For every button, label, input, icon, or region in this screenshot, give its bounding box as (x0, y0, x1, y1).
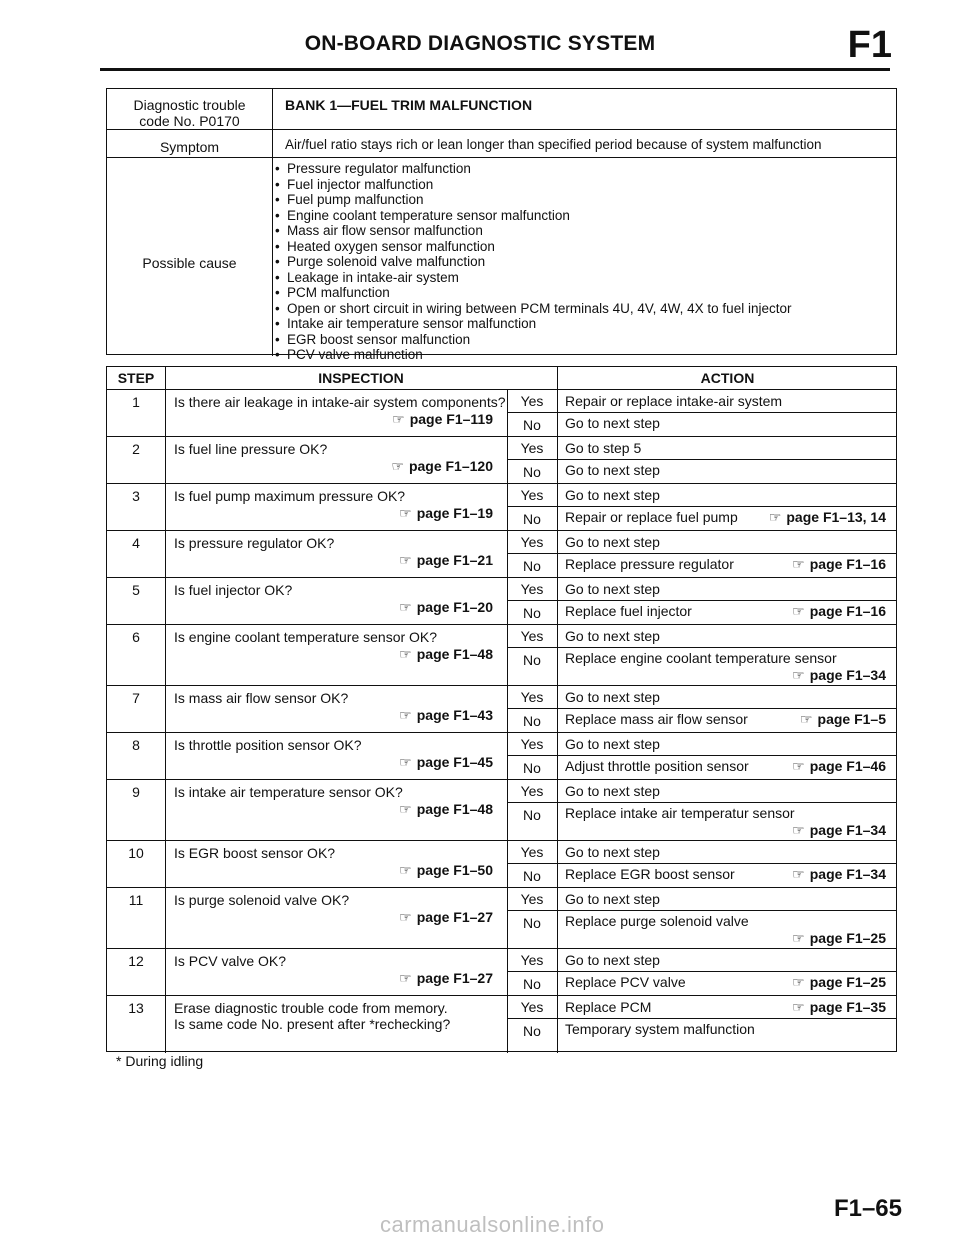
possible-cause-item: • Fuel pump malfunction (275, 192, 791, 208)
page-reference: ☞ page F1–120 (391, 458, 493, 474)
yes-label: Yes (520, 689, 544, 705)
possible-cause-item: • Purge solenoid valve malfunction (275, 254, 791, 270)
divider (107, 840, 896, 841)
page-reference: ☞ page F1–16 (792, 556, 886, 572)
header-step: STEP (117, 370, 155, 386)
step-number: 8 (132, 737, 140, 753)
yes-action: Go to next step (565, 952, 660, 968)
divider (107, 129, 896, 130)
divider (507, 553, 896, 554)
step-question: Is mass air flow sensor OK? (174, 690, 349, 706)
step-question: Is throttle position sensor OK? (174, 737, 362, 753)
step-question: Is there air leakage in intake-air system components? (174, 394, 506, 410)
page-number: F1–65 (833, 1195, 902, 1222)
no-action: Repair or replace fuel pump (565, 509, 738, 525)
divider (107, 685, 896, 686)
no-label: No (523, 652, 541, 668)
divider (107, 624, 896, 625)
divider (107, 577, 896, 578)
divider (507, 708, 896, 709)
page-reference: ☞ page F1–48 (399, 646, 493, 662)
divider (107, 157, 896, 158)
header-inspection: INSPECTION (318, 370, 404, 386)
page-reference: ☞ page F1–16 (792, 603, 886, 619)
step-question: Is pressure regulator OK? (174, 535, 335, 551)
step-question: Is purge solenoid valve OK? (174, 892, 350, 908)
page-reference: ☞ page F1–34 (792, 667, 886, 683)
step-number: 11 (128, 892, 144, 908)
no-action: Replace fuel injector (565, 603, 692, 619)
yes-label: Yes (520, 736, 544, 752)
no-action: Replace engine coolant temperature sensor (565, 650, 837, 666)
possible-cause-label: Possible cause (142, 255, 237, 271)
divider (507, 459, 896, 460)
no-action: Temporary system malfunction (565, 1021, 755, 1037)
yes-label: Yes (520, 783, 544, 799)
divider (507, 1018, 896, 1019)
no-action: Replace EGR boost sensor (565, 866, 735, 882)
step-number: 5 (132, 582, 140, 598)
page-reference: ☞ page F1–46 (792, 758, 886, 774)
yes-label: Yes (520, 999, 544, 1015)
no-label: No (523, 417, 541, 433)
yes-label: Yes (520, 440, 544, 456)
divider (507, 971, 896, 972)
step-number: 9 (132, 784, 140, 800)
watermark: carmanualsonline.info (380, 1212, 605, 1237)
no-action: Adjust throttle position sensor (565, 758, 749, 774)
no-action: Replace mass air flow sensor (565, 711, 748, 727)
divider (507, 412, 896, 413)
step-question: Is fuel injector OK? (174, 582, 293, 598)
divider (107, 779, 896, 780)
yes-action: Repair or replace intake-air system (565, 393, 783, 409)
symptom-text: Air/fuel ratio stays rich or lean longer than specified period because of system malfunction (285, 137, 822, 152)
step-question: Is engine coolant temperature sensor OK? (174, 629, 438, 645)
yes-action: Go to next step (565, 534, 660, 550)
page-reference: ☞ page F1–13, 14 (769, 509, 886, 525)
divider (507, 863, 896, 864)
page-reference: ☞ page F1–27 (399, 970, 493, 986)
divider (107, 483, 896, 484)
page-reference: ☞ page F1–50 (399, 862, 493, 878)
yes-action: Go to next step (565, 844, 660, 860)
no-label: No (523, 915, 541, 931)
divider (507, 755, 896, 756)
step-question: Is PCV valve OK? (174, 953, 287, 969)
possible-cause-item: • PCV valve malfunction (275, 347, 791, 363)
page-reference: ☞ page F1–20 (399, 599, 493, 615)
step-question: Is fuel line pressure OK? (174, 441, 328, 457)
yes-label: Yes (520, 844, 544, 860)
dtc-info-table (106, 88, 897, 362)
no-label: No (523, 713, 541, 729)
divider (107, 948, 896, 949)
yes-action: Replace PCM (565, 999, 652, 1015)
yes-action: Go to next step (565, 891, 660, 907)
page-reference: ☞ page F1–25 (792, 974, 886, 990)
possible-cause-item: • Heated oxygen sensor malfunction (275, 239, 791, 255)
step-number: 13 (128, 1000, 144, 1016)
possible-cause-item: • EGR boost sensor malfunction (275, 332, 791, 348)
possible-cause-item: • Pressure regulator malfunction (275, 161, 791, 177)
possible-cause-item: • PCM malfunction (275, 285, 791, 301)
section-code: F1 (847, 24, 892, 66)
possible-cause-item: • Mass air flow sensor malfunction (275, 223, 791, 239)
divider (107, 389, 896, 390)
divider (107, 732, 896, 733)
no-action: Replace purge solenoid valve (565, 913, 749, 929)
step-number: 3 (132, 488, 140, 504)
possible-cause-item: • Open or short circuit in wiring between PCM terminals 4U, 4V, 4W, 4X to fuel injector (275, 301, 791, 317)
divider (507, 647, 896, 648)
no-label: No (523, 1023, 541, 1039)
page-reference: ☞ page F1–21 (399, 552, 493, 568)
yes-label: Yes (520, 534, 544, 550)
no-label: No (523, 760, 541, 776)
column-divider (557, 367, 558, 1053)
no-action: Replace PCV valve (565, 974, 686, 990)
symptom-label: Symptom (159, 139, 220, 155)
step-question: Erase diagnostic trouble code from memory. Is same code No. present after *rechecking? (174, 1000, 451, 1032)
no-action: Replace intake air temperatur sensor (565, 805, 795, 821)
no-label: No (523, 558, 541, 574)
no-label: No (523, 464, 541, 480)
yes-label: Yes (520, 628, 544, 644)
page-reference: ☞ page F1–34 (792, 866, 886, 882)
step-number: 10 (128, 845, 144, 861)
dtc-title: BANK 1—FUEL TRIM MALFUNCTION (285, 97, 533, 113)
divider (507, 802, 896, 803)
divider (507, 506, 896, 507)
yes-action: Go to next step (565, 689, 660, 705)
yes-label: Yes (520, 891, 544, 907)
yes-label: Yes (520, 952, 544, 968)
no-label: No (523, 605, 541, 621)
divider (107, 887, 896, 888)
step-number: 2 (132, 441, 140, 457)
no-label: No (523, 976, 541, 992)
divider (107, 995, 896, 996)
page-reference: ☞ page F1–43 (399, 707, 493, 723)
divider (507, 600, 896, 601)
no-label: No (523, 868, 541, 884)
dtc-code-label: Diagnostic trouble code No. P0170 (133, 97, 246, 129)
header-rule (100, 68, 890, 71)
possible-cause-list (275, 161, 791, 363)
column-divider (165, 367, 166, 1053)
step-number: 6 (132, 629, 140, 645)
yes-action: Go to next step (565, 487, 660, 503)
possible-cause-item: • Leakage in intake-air system (275, 270, 791, 286)
page-reference: ☞ page F1–34 (792, 822, 886, 838)
divider (107, 530, 896, 531)
page-reference: ☞ page F1–45 (399, 754, 493, 770)
possible-cause-item: • Engine coolant temperature sensor malfunction (275, 208, 791, 224)
yes-action: Go to next step (565, 736, 660, 752)
step-number: 7 (132, 690, 140, 706)
no-action: Go to next step (565, 462, 660, 478)
step-question: Is EGR boost sensor OK? (174, 845, 336, 861)
possible-cause-item: • Intake air temperature sensor malfunction (275, 316, 791, 332)
yes-label: Yes (520, 581, 544, 597)
step-question: Is intake air temperature sensor OK? (174, 784, 403, 800)
page-reference: ☞ page F1–48 (399, 801, 493, 817)
divider (507, 910, 896, 911)
step-question: Is fuel pump maximum pressure OK? (174, 488, 406, 504)
page-reference: ☞ page F1–119 (392, 411, 493, 427)
page-title: ON-BOARD DIAGNOSTIC SYSTEM (304, 32, 656, 55)
no-action: Go to next step (565, 415, 660, 431)
yes-action: Go to step 5 (565, 440, 642, 456)
yes-action: Go to next step (565, 581, 660, 597)
step-number: 4 (132, 535, 140, 551)
header-action: ACTION (700, 370, 755, 386)
yes-action: Go to next step (565, 628, 660, 644)
step-number: 1 (132, 394, 140, 410)
yes-label: Yes (520, 393, 544, 409)
troubleshooting-steps-table (106, 366, 897, 1052)
yes-label: Yes (520, 487, 544, 503)
column-divider (272, 89, 273, 356)
no-action: Replace pressure regulator (565, 556, 734, 572)
yes-action: Go to next step (565, 783, 660, 799)
no-label: No (523, 807, 541, 823)
footnote: * During idling (116, 1053, 204, 1069)
possible-cause-item: • Fuel injector malfunction (275, 177, 791, 193)
page-reference: ☞ page F1–35 (792, 999, 886, 1015)
page-reference: ☞ page F1–27 (399, 909, 493, 925)
page-reference: ☞ page F1–5 (800, 711, 886, 727)
no-label: No (523, 511, 541, 527)
page-reference: ☞ page F1–19 (399, 505, 493, 521)
page-reference: ☞ page F1–25 (792, 930, 886, 946)
divider (107, 436, 896, 437)
step-number: 12 (128, 953, 144, 969)
